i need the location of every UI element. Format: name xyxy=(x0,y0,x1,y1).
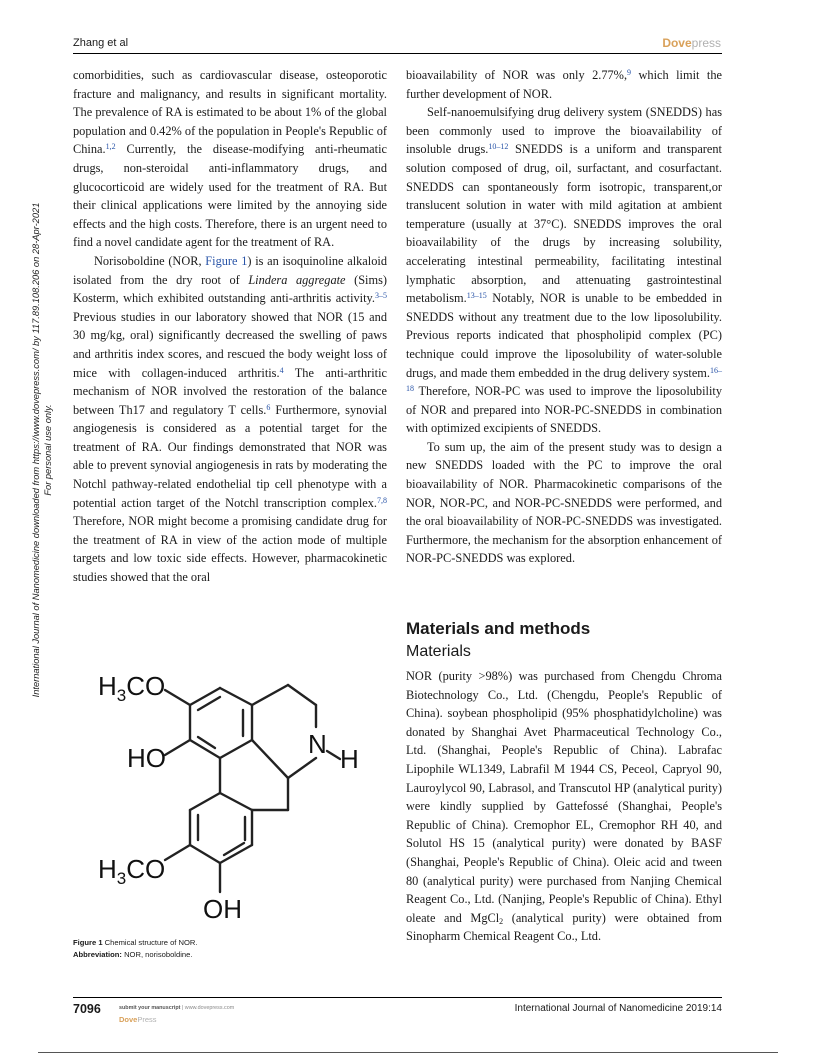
hydroxyl-label-bottom: OH xyxy=(203,894,242,924)
footer-rule xyxy=(73,997,722,998)
download-watermark: International Journal of Nanomedicine downloaded from https://www.dovepress.com/ by 117.89.108.206 on 28-Apr-2021 For personal use only. xyxy=(31,202,53,698)
page-number: 7096 xyxy=(73,1002,101,1016)
citation[interactable]: 1,2 xyxy=(105,142,116,152)
footer-publisher-logo: DovePress xyxy=(119,1015,157,1024)
citation[interactable]: 10–12 xyxy=(488,142,509,152)
citation[interactable]: 3–5 xyxy=(375,291,387,301)
hydroxyl-label-top: HO xyxy=(127,743,166,773)
publisher-logo: Dovepress xyxy=(662,36,721,50)
methoxy-label-bottom: $H_3CO$ xyxy=(98,854,166,888)
citation[interactable]: 9 xyxy=(627,68,632,77)
paragraph: comorbidities, such as cardiovascular disease, osteoporotic fracture and malignancy, and results in significant mortality. The prevalence of RA is estimated to be about 1% of the global population and 0.42% of the population in People's Republic of China.$^{1,2}$ Currently, the disease-modifying anti-rheumatic drugs, non-steroidal anti-inflammatory drugs, and glucocorticoid are widely used for the treatment of RA. But their clinical applications were limited by the annoying side effects and the high costs. Therefore, there is an urgent need to find a novel candidate agent for the treatment of RA. xyxy=(73,68,387,250)
figure-caption: Figure 1 Chemical structure of NOR. Abbreviation: NOR, norisoboldine. xyxy=(73,938,198,959)
section-heading: Materials and methods xyxy=(406,619,591,638)
submit-manuscript-link[interactable]: submit your manuscript | www.dovepress.com xyxy=(119,1005,235,1011)
amine-nitrogen-label: N xyxy=(308,729,327,759)
left-column xyxy=(73,66,387,587)
citation[interactable]: 7,8 xyxy=(377,495,387,505)
figure-link[interactable]: Figure 1 xyxy=(205,253,248,268)
right-column xyxy=(406,66,722,568)
amine-hydrogen-label: H xyxy=(340,744,359,774)
chemical-structure-figure xyxy=(90,660,390,930)
methoxy-label-top: $H_3CO$ xyxy=(98,671,166,705)
subsection-heading: Materials xyxy=(406,643,471,660)
paragraph: Norisoboldine (NOR, Figure 1) is an isoquinoline alkaloid isolated from the dry root of Lindera aggregate (Sims) Kosterm, which exhibited outstanding anti-arthritis activity.$^{3-5}$ Previous studies in our laboratory showed that NOR (15 and 30 mg/kg, oral) significantly decreased the swelling of paws and arthritis index scores, and rescued the body weight loss of mice with collagen-induced arthritis.$^4$ The anti-arthritic mechanism of NOR involved the restoration of the balance between Th17 and regulatory T cells.$^6$ Furthermore, synovial angiogenesis is considered as a potential target for the treatment of RA. Our findings demonstrated that NOR was able to prevent synovial angiogenesis in rats by moderating the Notchl pathway-related endothelial tip cell phenotype with a potential action target of the Notchl transcription complex.$^{7,8}$ Therefore, NOR might become a promising candidate drug for the treatment of RA in view of the action mode of multiple targets and low toxic side effects. However, pharmacokinetic studies showed that the oral xyxy=(73,253,388,585)
running-head-author: Zhang et al xyxy=(73,37,129,49)
paragraph: bioavailability of NOR was only 2.77%,$^9$ which limit the further development of NOR. xyxy=(406,68,722,101)
citation[interactable]: 16–18 xyxy=(406,365,722,394)
paragraph: Self-nanoemulsifying drug delivery system (SNEDDS) has been commonly used to improve the bioavailability of insoluble drugs.$^{10-12}$ SNEDDS is a uniform and transparent solution composed of drug, oil, surfactant, and cosurfactant. SNEDDS can spontaneously form isotropic, transparent,or translucent solution in water with mild agitation at ambient temperature (usually at 37°C). SNEDDS improves the oral bioavailability of the drugs by increasing solubility, accelerating intestinal permeability, facilitating intestinal lymphatic absorption, and attenuating gastrointestinal metabolism.$^{13-15}$ Notably, NOR is unable to be embedded in SNEDDS without any treatment due to the low liposolubility. Previous reports indicated that phospholipid complex (PC) technique could improve the liposolubility of water-soluble drugs, and made them embedded in the drug delivery system.$^{16-18}$ Therefore, NOR-PC was used to improve the liposolubility of NOR and prepared into NOR-PC-SNEDDS in combination with optimized excipients of SNEDDS. xyxy=(406,105,722,436)
norisoboldine-structure xyxy=(90,660,390,930)
citation[interactable]: 6 xyxy=(266,402,271,412)
materials-paragraph: NOR (purity >98%) was purchased from Chengdu Chroma Biotechnology Co., Ltd. (Chengdu, People's Republic of China). soybean phospholipid (95% phosphatidylcholine) was donated by Shanghai Avet Pharmaceutical Technology Co., Ltd. (Shanghai, People's Republic of China). Labrafac Lipophile WL1349, Labrafil M 1944 CS, Peceol, Capryol 90, Lauroylycol 90, Labrasol, and Transcutol HP (analytical purity) were kindly supplied by Gattefossé (Shanghai, People's Republic of China). Cremophor EL, Cremophor RH 40, and Solutol HS 15 (analytical purity) were donated by BASF (Shanghai, People's Republic of China). Oleic acid and tween 80 (analytical purity) were purchased from Nanjing Chemical Reagent Co., Ltd. (Nanjing, People's Republic of China). Ethyl oleate and MgCl$_2$ (analytical purity) were obtained from Sinopharm Chemical Reagent Co., Ltd. xyxy=(406,669,722,944)
page-bottom-rule xyxy=(38,1052,778,1053)
paragraph: To sum up, the aim of the present study was to design a new SNEDDS loaded with the PC to improve the oral bioavailability of NOR. Pharmacokinetic comparisons of the NOR, NOR-PC, and NOR-PC-SNEDDS were performed, and the oral bioavailability of NOR-PC-SNEDDS was investigated. Furthermore, the mechanism for the absorption enhancement of NOR-PC-SNEDDS was explored. xyxy=(406,439,722,566)
citation[interactable]: 4 xyxy=(279,365,284,375)
journal-citation: International Journal of Nanomedicine 2019:14 xyxy=(514,1003,722,1014)
citation[interactable]: 13–15 xyxy=(466,291,487,301)
header-rule xyxy=(73,53,722,54)
